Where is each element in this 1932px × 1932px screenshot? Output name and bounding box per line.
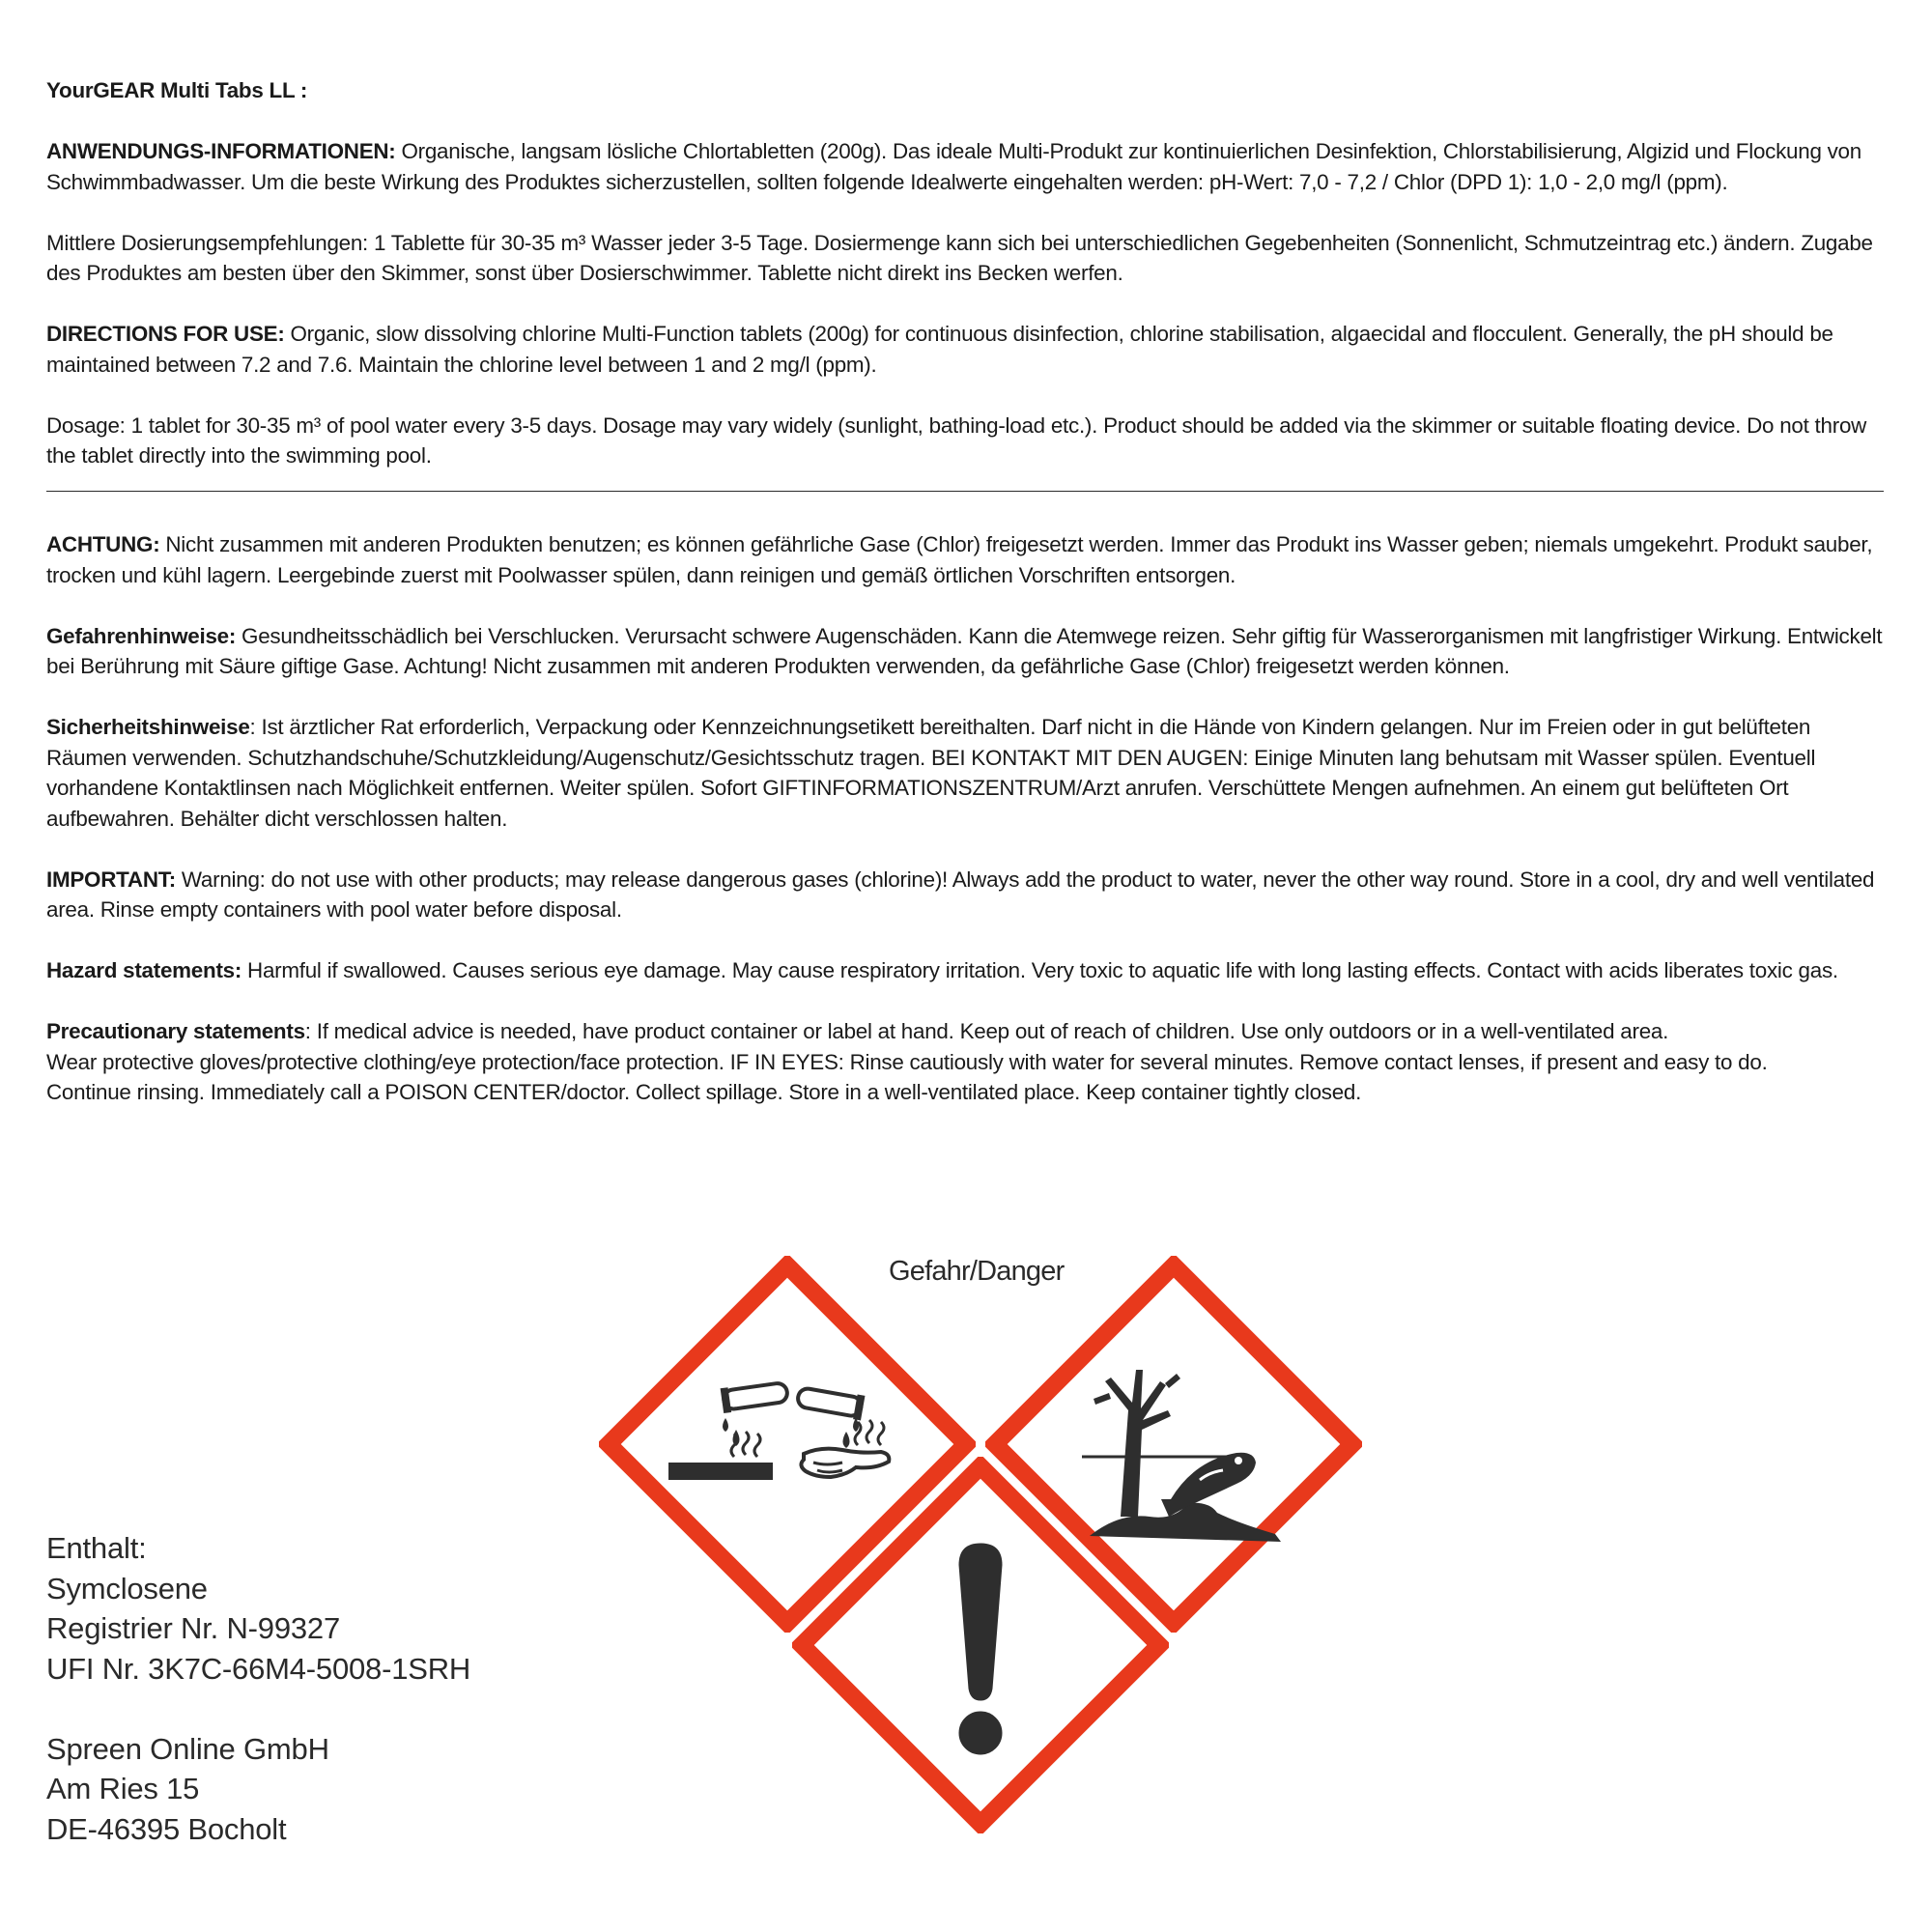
usage-en-heading: DIRECTIONS FOR USE: (46, 322, 285, 346)
usage-de-heading: ANWENDUNGS-INFORMATIONEN: (46, 139, 396, 163)
hazard-de-heading: Gefahrenhinweise: (46, 623, 237, 648)
precaution-de-text: : Ist ärztlicher Rat erforderlich, Verpackung oder Kennzeichnungsetikett bereithalten. Darf nicht in die Hände von Kindern gelangen. Nur im Freien oder in gut belüfteten Räumen verwenden. Schutzhandschuhe/Schutzkleidung/Augenschutz/Gesichtsschutz tragen. BEI KONTAKT MIT DEN AUGEN: Einige Minuten lang behutsam mit Wasser spülen. Eventuell vorhandene Kontaktlinsen nach Möglichkeit entfernen. Weiter spülen. Sofort GIFTINFORMATIONSZENTRUM/Arzt anrufen. Verschüttete Mengen aufnehmen. An einem gut belüfteten Ort aufbewahren. Behälter dicht verschlossen halten. (46, 715, 1816, 831)
dosage-en-paragraph: Dosage: 1 tablet for 30-35 m³ of pool water every 3-5 days. Dosage may vary widely (sunlight, bathing-load etc.). Product should be added via the skimmer or suitable floating device. Do not throw the tablet directly into the swimming pool. (46, 412, 1867, 468)
important-en-heading: IMPORTANT: (46, 867, 176, 892)
precaution-en-paragraph (46, 1016, 1896, 1108)
product-title: YourGEAR Multi Tabs LL : (46, 78, 308, 102)
company-street: Am Ries 15 (46, 1772, 200, 1805)
usage-en-text: Organic, slow dissolving chlorine Multi-Function tablets (200g) for continuous disinfection, chlorine stabilisation, algaecidal and flocculent. Generally, the pH should be maintained between 7.2 and 7.6. Maintain the chlorine level between 1 and 2 mg/l (ppm). (46, 322, 1833, 377)
precaution-en-text-1: : If medical advice is needed, have product container or label at hand. Keep out of reach of children. Use only outdoors or in a well-ventilated area. (304, 1019, 1669, 1043)
contains-label: Enthalt: (46, 1531, 147, 1565)
hazard-en-heading: Hazard statements: (46, 958, 242, 982)
registration-number: Registrier Nr. N-99327 (46, 1611, 340, 1645)
spacer (46, 1689, 470, 1729)
composition-and-address (46, 1528, 470, 1849)
precaution-en-text-3: Continue rinsing. Immediately call a POISON CENTER/doctor. Collect spillage. Store in a well-ventilated place. Keep container tightly closed. (46, 1080, 1362, 1104)
company-city: DE-46395 Bocholt (46, 1811, 287, 1846)
usage-section (46, 75, 1896, 501)
attention-de-text: Nicht zusammen mit anderen Produkten benutzen; es können gefährliche Gase (Chlor) freigesetzt werden. Immer das Produkt ins Wasser geben; niemals umgekehrt. Produkt sauber, trocken und kühl lagern. Leergebinde zuerst mit Poolwasser spülen, dann reinigen und gemäß örtlichen Vorschriften entsorgen. (46, 532, 1873, 587)
company-name: Spreen Online GmbH (46, 1731, 329, 1766)
hazard-en-paragraph (46, 955, 1896, 986)
substance-name: Symclosene (46, 1571, 208, 1605)
usage-de-paragraph (46, 136, 1896, 197)
usage-en-paragraph (46, 319, 1896, 380)
attention-de-paragraph (46, 529, 1896, 590)
hazard-en-text: Harmful if swallowed. Causes serious eye damage. May cause respiratory irritation. Very toxic to aquatic life with long lasting effects. Contact with acids liberates toxic gas. (242, 958, 1838, 982)
usage-de-text: Organische, langsam lösliche Chlortabletten (200g). Das ideale Multi-Produkt zur kontinuierlichen Desinfektion, Chlorstabilisierung, Algizid und Flockung von Schwimmbadwasser. Um die beste Wirkung des Produktes sicherzustellen, sollten folgende Idealwerte eingehalten werden: pH-Wert: 7,0 - 7,2 / Chlor (DPD 1): 1,0 - 2,0 mg/l (ppm). (46, 139, 1861, 194)
ufi-number: UFI Nr. 3K7C-66M4-5008-1SRH (46, 1651, 471, 1686)
precaution-en-text-2: Wear protective gloves/protective clothing/eye protection/face protection. IF IN EYES: Rinse cautiously with water for several minutes. Remove contact lenses, if present and easy to do. (46, 1049, 1768, 1074)
precaution-de-paragraph (46, 712, 1896, 834)
precaution-de-heading: Sicherheitshinweise (46, 715, 250, 739)
important-en-text: Warning: do not use with other products; may release dangerous gases (chlorine)! Always add the product to water, never the other way round. Store in a cool, dry and well ventilated area. Rinse empty containers with pool water before disposal. (46, 867, 1875, 922)
section-divider (46, 491, 1884, 492)
attention-de-heading: ACHTUNG: (46, 532, 160, 556)
exclamation-mark-icon (792, 1457, 1169, 1833)
dosage-de-paragraph: Mittlere Dosierungsempfehlungen: 1 Tablette für 30-35 m³ Wasser jeder 3-5 Tage. Dosiermenge kann sich bei unterschiedlichen Gegebenheiten (Sonnenlicht, Schmutzeintrag etc.) ändern. Zugabe des Produktes am besten über den Skimmer, sonst über Dosierschwimmer. Tablette nicht direkt ins Becken werfen. (46, 230, 1873, 285)
ghs-signal-word: Gefahr/Danger (889, 1256, 1065, 1287)
hazard-de-text: Gesundheitsschädlich bei Verschlucken. Verursacht schwere Augenschäden. Kann die Atemwege reizen. Sehr giftig für Wasserorganismen mit langfristiger Wirkung. Entwickelt bei Berührung mit Säure giftige Gase. Achtung! Nicht zusammen mit anderen Produkten verwenden, da gefährliche Gase (Chlor) freigesetzt werden können. (46, 623, 1883, 678)
precaution-en-heading: Precautionary statements (46, 1019, 305, 1043)
important-en-paragraph (46, 865, 1896, 925)
safety-section (46, 529, 1896, 1138)
hazard-de-paragraph (46, 621, 1896, 682)
